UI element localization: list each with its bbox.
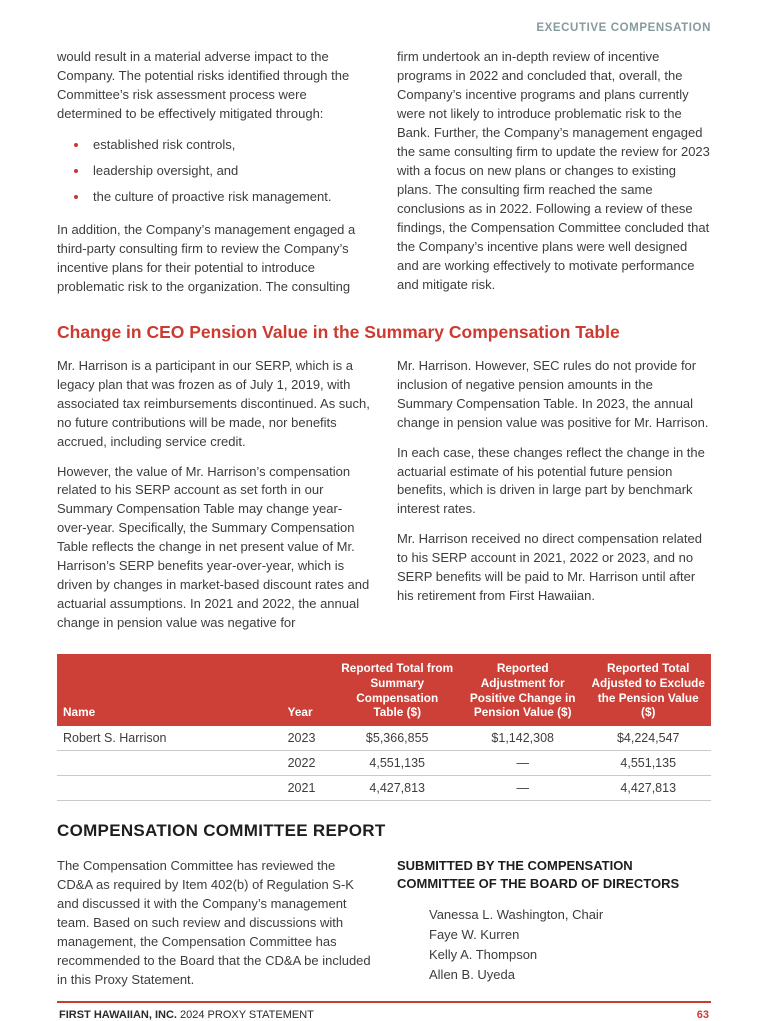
- report-section: [57, 857, 711, 1001]
- cell-adjustment: —: [460, 776, 586, 801]
- paragraph: In addition, the Company’s management engaged a third-party consulting firm to review the Company’s incentive plans for their potential to introduce problematic risk to the organization. The consulting: [57, 221, 356, 294]
- table-header-adjusted-total: Reported Total Adjusted to Exclude the Pension Value ($): [585, 654, 711, 726]
- committee-member-list: [429, 905, 711, 986]
- risk-section-left-column: [57, 48, 371, 308]
- committee-member: Vanessa L. Washington, Chair: [429, 906, 604, 922]
- cell-adjustment: —: [460, 751, 586, 776]
- footer-doc-title: 2024 PROXY STATEMENT: [176, 1008, 314, 1021]
- risk-section-right-column: [397, 48, 711, 308]
- cell-name: [57, 776, 282, 801]
- table-row: [57, 751, 711, 776]
- footer-company-name: FIRST HAWAIIAN, INC.: [59, 1008, 177, 1021]
- table-header-adjustment: Reported Adjustment for Positive Change in Pension Value ($): [460, 654, 586, 726]
- pension-left-column: [57, 357, 371, 645]
- paragraph: firm undertook an in-depth review of incentive programs in 2022 and concluded that, overall, the Company’s incentive programs and plans currently were not likely to introduce problematic risk to the Bank. Further, the Company’s management engaged the same consulting firm to update the review for 2023 with a focus on new plans or changes to existing plans. The consulting firm reached the same conclusions as in 2022. Following a review of these findings, the Compensation Committee concluded that the Company’s incentive plans were well designed and are working effectively to motivate performance and mitigate risk.: [397, 49, 710, 292]
- table-header-name: Name: [57, 654, 282, 726]
- cell-year: 2023: [282, 726, 335, 751]
- paragraph: Mr. Harrison received no direct compensation related to his SERP account in 2021, 2022 or 2023, and no SERP benefits will be paid to Mr. Harrison until after his retirement from First Hawaiian.: [397, 531, 702, 604]
- paragraph: The Compensation Committee has reviewed the CD&A as required by Item 402(b) of Regulation S-K and discussed it with the Company’s management team. Based on such review and discussions with management, the Compensation Committee has recommended to the Board that the CD&A be included in this Proxy Statement.: [57, 858, 371, 987]
- cell-reported-total: 4,427,813: [334, 776, 460, 801]
- table-header-year: Year: [282, 654, 335, 726]
- pension-table: [57, 654, 711, 801]
- cell-name: Robert S. Harrison: [57, 726, 282, 751]
- footer-page-number: 63: [696, 1008, 709, 1021]
- running-header: EXECUTIVE COMPENSATION: [536, 22, 711, 34]
- committee-member: Faye W. Kurren: [429, 926, 520, 942]
- paragraph: Mr. Harrison. However, SEC rules do not provide for inclusion of negative pension amounts in the Summary Compensation Table. In 2023, the annual change in pension value was positive for Mr. Harrison.: [397, 357, 709, 430]
- paragraph: However, the value of Mr. Harrison’s compensation related to his SERP account as set forth in our Summary Compensation Table may change year-over-year. Specifically, the Summary Compensation Table reflects the change in net present value of Mr. Harrison’s SERP benefits year-over-year, which is driven by changes in market-based discount rates and actuarial assumptions. In 2021 and 2022, the annual change in pension value was negative for: [57, 463, 370, 631]
- cell-adjusted-total: 4,427,813: [585, 776, 711, 801]
- pension-table-header: [57, 654, 711, 726]
- bullet-item: • leadership oversight, and: [89, 162, 371, 181]
- cell-adjusted-total: $4,224,547: [585, 726, 711, 751]
- page-footer: [57, 1001, 711, 1021]
- pension-section-title: Change in CEO Pension Value in the Summary Compensation Table: [57, 321, 620, 342]
- submitted-by-heading: SUBMITTED BY THE COMPENSATION COMMITTEE OF THE BOARD OF DIRECTORS: [397, 858, 680, 892]
- pension-section: [57, 357, 711, 645]
- report-left-column: [57, 857, 371, 1001]
- cell-year: 2021: [282, 776, 335, 801]
- footer-left: [59, 1009, 314, 1021]
- paragraph: would result in a material adverse impact to the Company. The potential risks identified through the Committee’s risk assessment process were determined to be effectively mitigated through:: [57, 49, 350, 121]
- table-row: [57, 776, 711, 801]
- paragraph: In each case, these changes reflect the change in the actuarial estimate of his potential future pension benefits, which is driven in large part by benchmark interest rates.: [397, 444, 705, 517]
- cell-adjusted-total: 4,551,135: [585, 751, 711, 776]
- report-section-title: COMPENSATION COMMITTEE REPORT: [57, 821, 386, 841]
- pension-right-column: [397, 357, 711, 645]
- cell-name: [57, 751, 282, 776]
- cell-reported-total: 4,551,135: [334, 751, 460, 776]
- paragraph: Mr. Harrison is a participant in our SERP, which is a legacy plan that was frozen as of July 1, 2019, with associated tax reimbursements discontinued. As such, no future contributions will be made, nor benefits accrued, including service credit.: [57, 357, 370, 449]
- cell-reported-total: $5,366,855: [334, 726, 460, 751]
- bullet-item: • established risk controls,: [89, 136, 371, 155]
- committee-member: Allen B. Uyeda: [429, 966, 515, 982]
- cell-year: 2022: [282, 751, 335, 776]
- committee-member: Kelly A. Thompson: [429, 946, 538, 962]
- table-row: [57, 726, 711, 751]
- risk-section: [57, 48, 711, 308]
- risk-bullet-list: [57, 136, 371, 207]
- cell-adjustment: $1,142,308: [460, 726, 586, 751]
- table-header-reported-total: Reported Total from Summary Compensation Table ($): [334, 654, 460, 726]
- report-right-column: [397, 857, 711, 1001]
- bullet-item: • the culture of proactive risk management.: [89, 188, 371, 207]
